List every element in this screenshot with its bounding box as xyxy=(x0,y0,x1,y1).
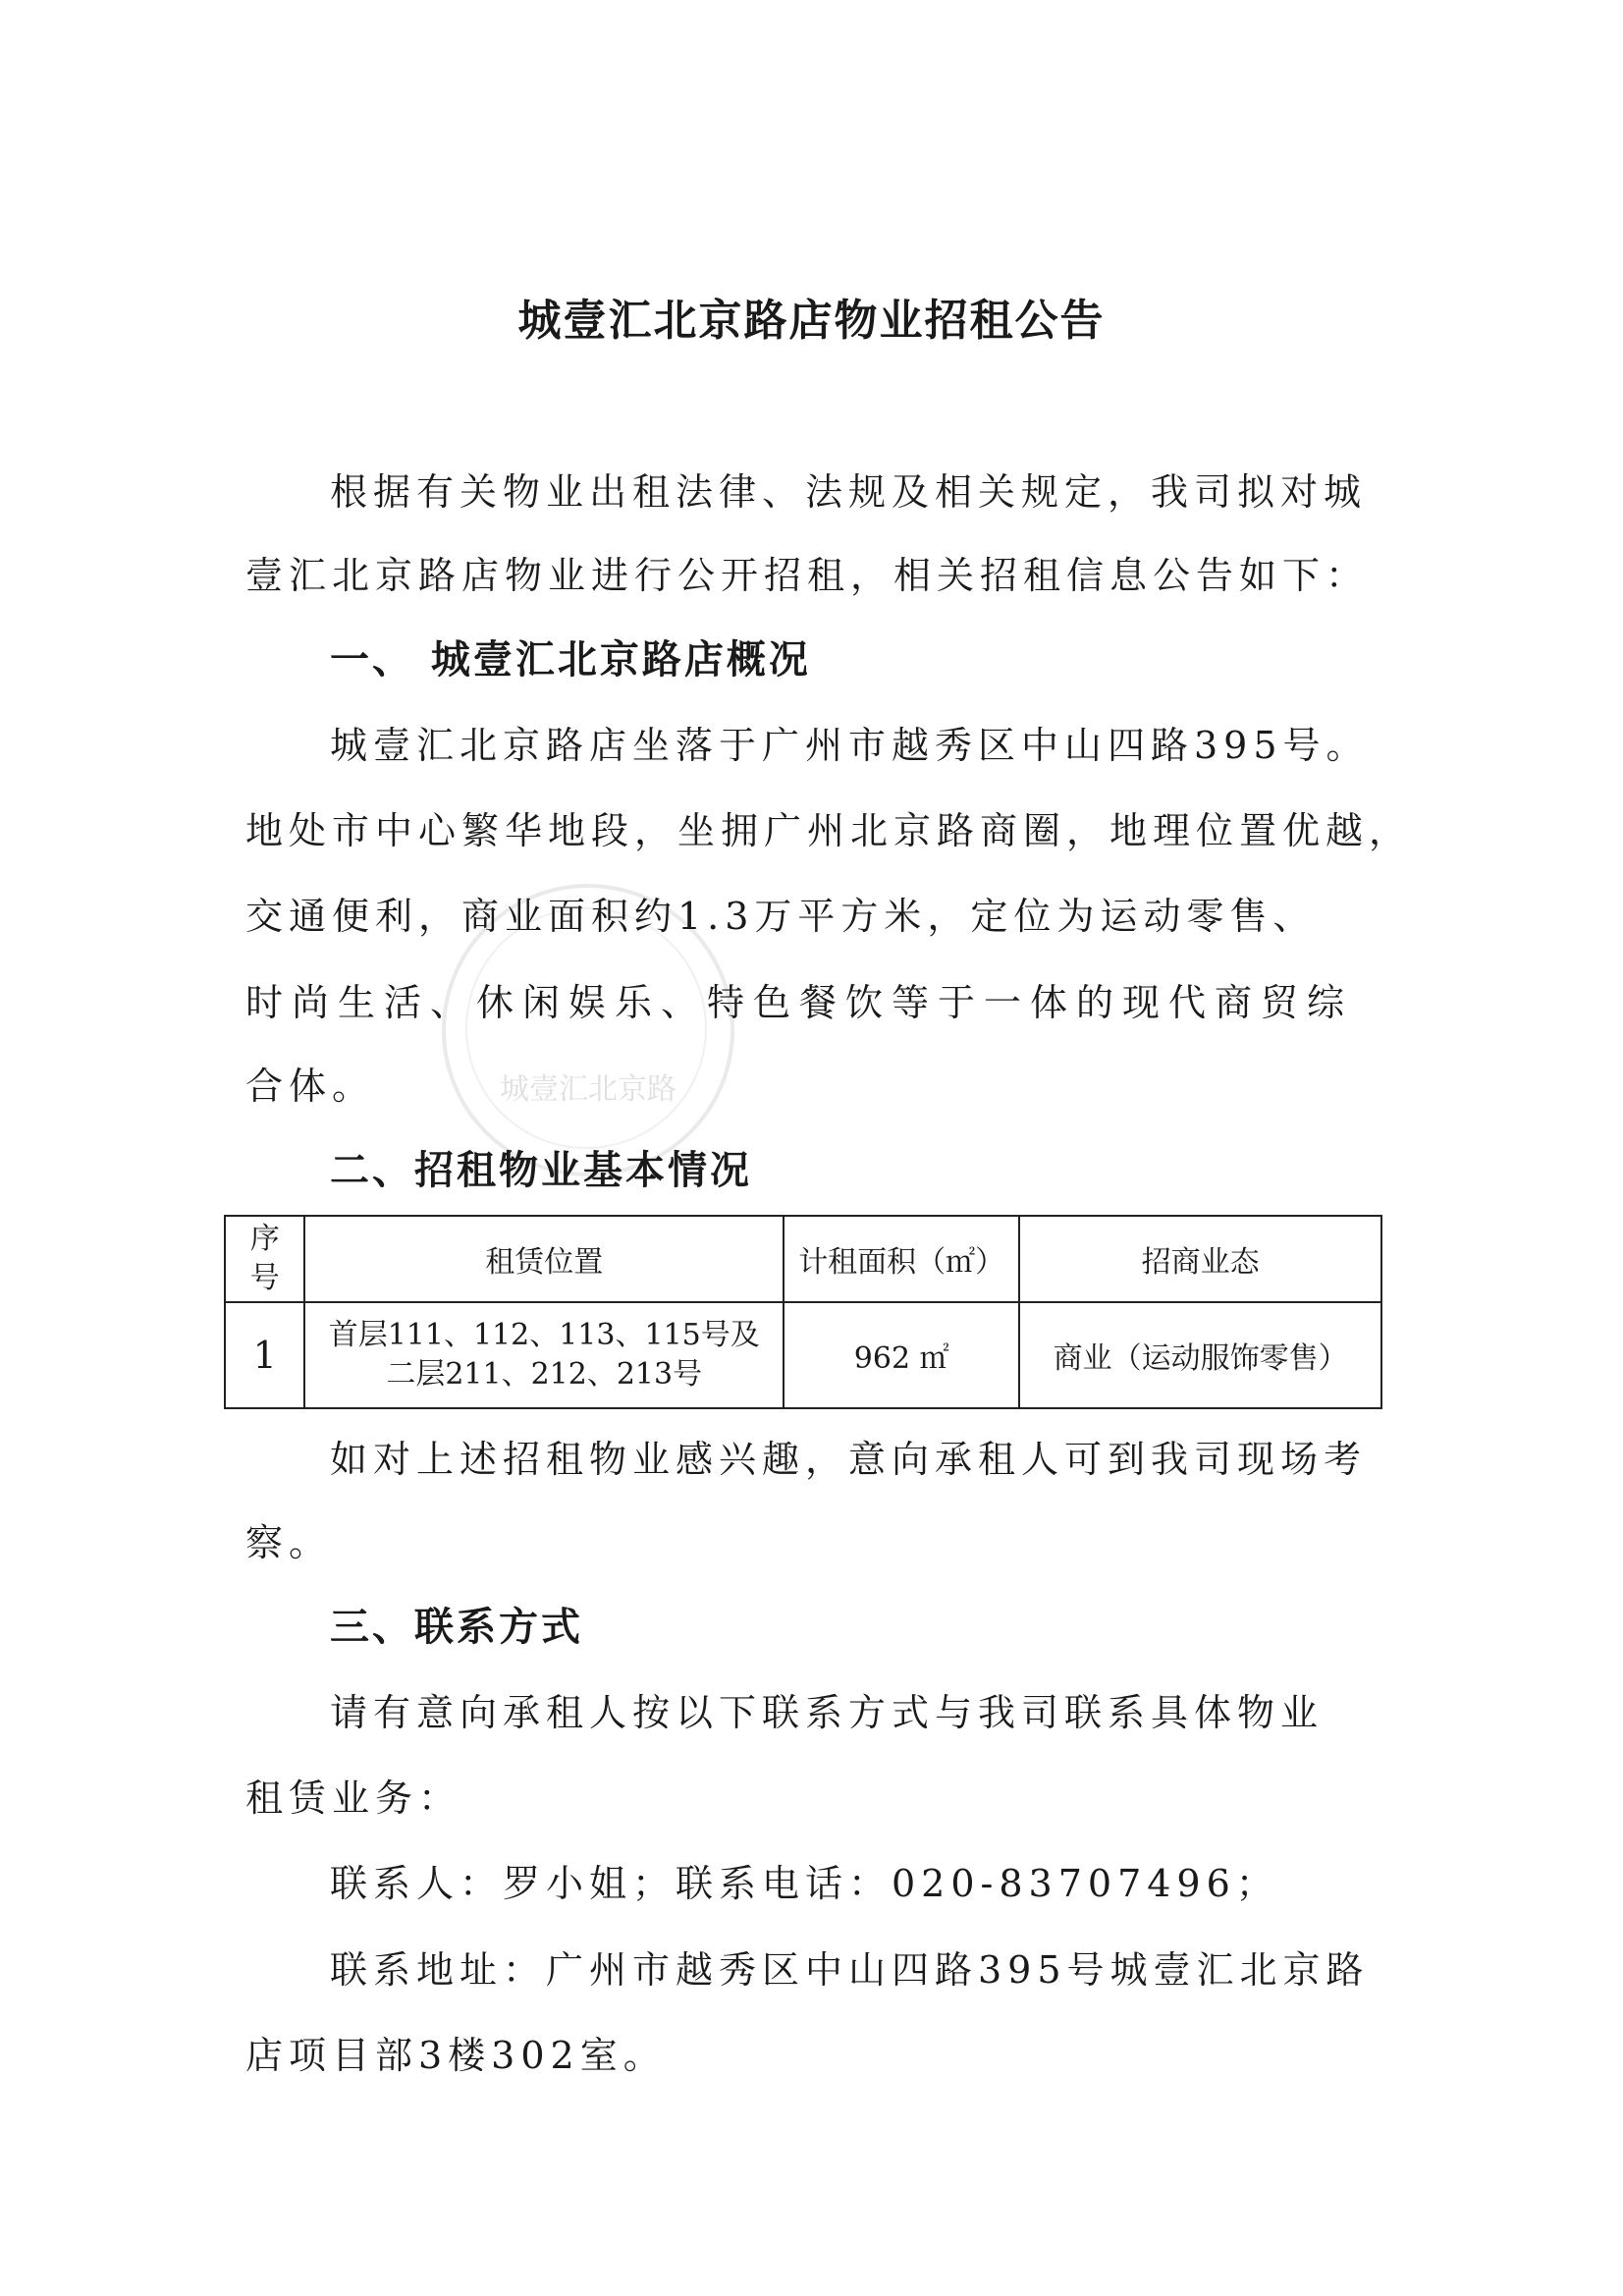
section2-after-line-1: 如对上述招租物业感兴趣，意向承租人可到我司现场考 xyxy=(330,1438,1368,1481)
section1-line-2: 地处市中心繁华地段，坐拥广州北京路商圈，地理位置优越， xyxy=(245,809,1413,852)
cell-location-line-2: 二层211、212、213号 xyxy=(386,1357,703,1392)
section3-line-1: 请有意向承租人按以下联系方式与我司联系具体物业 xyxy=(330,1691,1325,1734)
table-row xyxy=(225,1302,1381,1408)
lease-table xyxy=(224,1215,1382,1409)
header-index-line-2: 号 xyxy=(249,1261,280,1295)
section1-line-3: 交通便利，商业面积约1.3万平方米，定位为运动零售、 xyxy=(245,895,1317,938)
document-title: 城壹汇北京路店物业招租公告 xyxy=(517,296,1106,346)
contact-line: 联系人：罗小姐；联系电话：020-83707496； xyxy=(330,1862,1279,1905)
header-index xyxy=(225,1216,304,1302)
header-location: 租赁位置 xyxy=(304,1216,784,1302)
seal-text: 城壹汇北京路 xyxy=(500,1072,676,1107)
intro-line-1: 根据有关物业出租法律、法规及相关规定，我司拟对城 xyxy=(330,470,1368,514)
address-line-1: 联系地址：广州市越秀区中山四路395号城壹汇北京路 xyxy=(330,1948,1370,1992)
seal-inner-ring xyxy=(465,907,707,1149)
cell-location xyxy=(304,1302,784,1408)
section2-after-line-2: 察。 xyxy=(245,1521,333,1564)
address-line-2: 店项目部3楼302室。 xyxy=(245,2034,667,2077)
section2-heading: 二、招租物业基本情况 xyxy=(330,1148,752,1193)
section1-line-4: 时尚生活、休闲娱乐、特色餐饮等于一体的现代商贸综 xyxy=(245,981,1354,1024)
intro-line-2: 壹汇北京路店物业进行公开招租，相关招租信息公告如下： xyxy=(245,554,1370,597)
section3-line-2: 租赁业务： xyxy=(245,1777,462,1820)
section1-line-1: 城壹汇北京路店坐落于广州市越秀区中山四路395号。 xyxy=(330,724,1370,767)
header-area: 计租面积（㎡） xyxy=(784,1216,1019,1302)
header-index-line-1: 序 xyxy=(249,1222,280,1256)
table-header-row xyxy=(225,1216,1381,1302)
cell-index: 1 xyxy=(225,1302,304,1408)
section1-line-5: 合体。 xyxy=(245,1065,376,1108)
cell-use: 商业（运动服饰零售） xyxy=(1019,1302,1381,1408)
header-use: 招商业态 xyxy=(1019,1216,1381,1302)
cell-location-line-1: 首层111、112、113、115号及 xyxy=(328,1318,760,1352)
section3-heading: 三、联系方式 xyxy=(330,1605,583,1650)
section1-heading: 一、 城壹汇北京路店概况 xyxy=(330,637,811,683)
cell-area: 962 ㎡ xyxy=(784,1302,1019,1408)
